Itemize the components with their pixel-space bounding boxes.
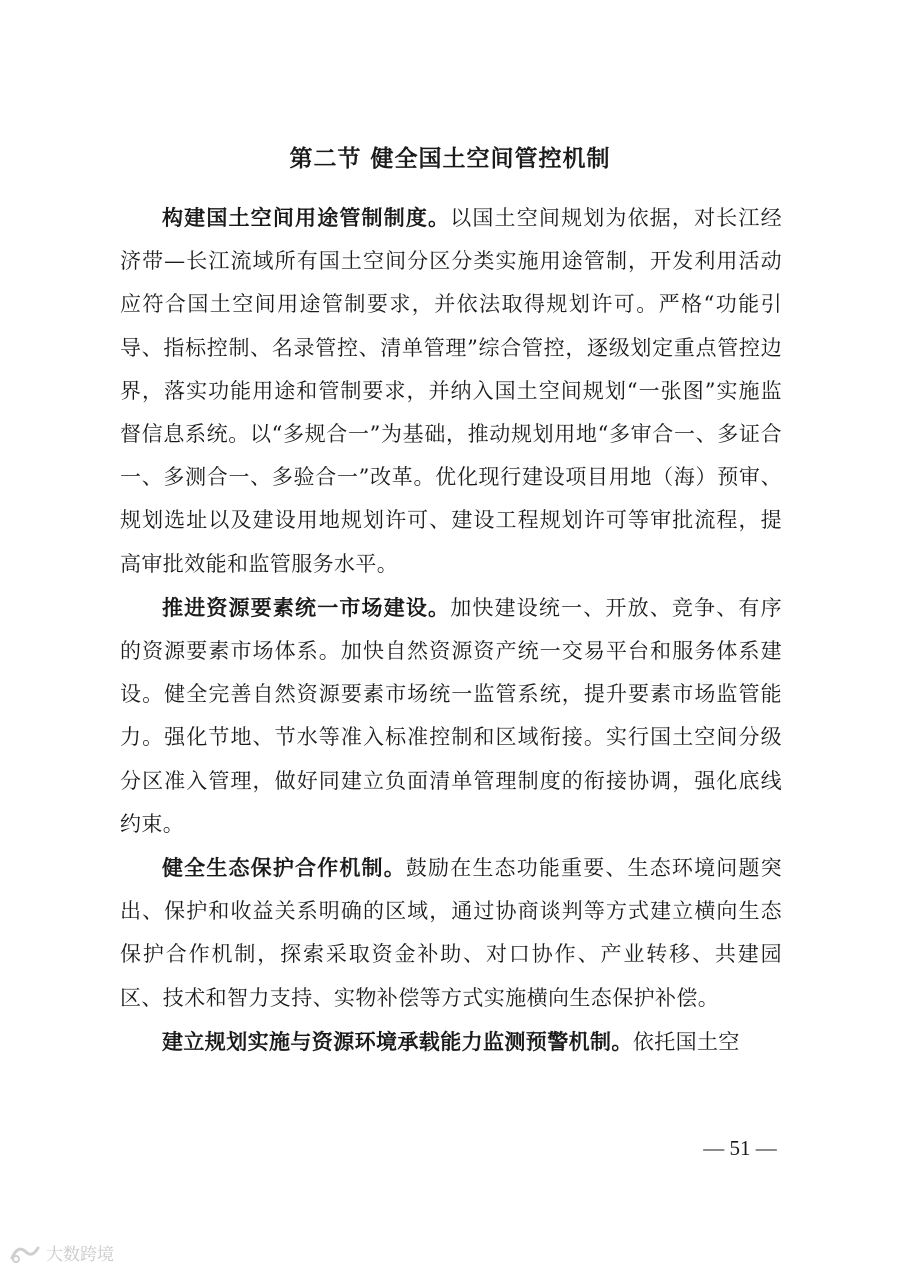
paragraph-4 <box>120 1020 782 1064</box>
paragraph-lead: 构建国土空间用途管制制度。 <box>162 205 451 230</box>
section-title: 第二节 健全国土空间管控机制 <box>289 146 611 172</box>
paragraph-text: 鼓励在生态功能重要、生态环境问题突出、保护和收益关系明确的区域，通过协商谈判等方式建立横向生态保护合作机制，探索采取资金补助、对口协作、产业转移、共建园区、技术和智力支持、实物补偿等方式实施横向生态保护补偿。 <box>120 856 782 1010</box>
watermark-text: 大数跨境 <box>46 1245 114 1265</box>
paragraph-text: 依托国土空 <box>632 1029 740 1054</box>
paragraph-text: 加快建设统一、开放、竞争、有序的资源要素市场体系。加快自然资源资产统一交易平台和服务体系建设。健全完善自然资源要素市场统一监管系统，提升要素市场监管能力。强化节地、节水等准入标准控制和区域衔接。实行国土空间分级分区准入管理，做好同建立负面清单管理制度的衔接协调，强化底线约束。 <box>120 595 783 836</box>
brand-logo-icon <box>8 1242 42 1264</box>
paragraph-lead: 健全生态保护合作机制。 <box>162 855 406 881</box>
paragraph-lead: 推进资源要素统一市场建设。 <box>162 594 451 620</box>
page-number: — 51 — <box>703 1136 777 1160</box>
document-body <box>120 196 782 1064</box>
paragraph-text: 以国土空间规划为依据，对长江经济带—长江流域所有国土空间分区分类实施用途管制，开发利用活动应符合国土空间用途管制要求，并依法取得规划许可。严格“功能引导、指标控制、名录管控、清单管理”综合管控，逐级划定重点管控边界，落实功能用途和管制要求，并纳入国土空间规划“一张图”实施监督信息系统。以“多规合一”为基础，推动规划用地“多审合一、多证合一、多测合一、多验合一”改革。优化现行建设项目用地（海）预审、规划选址以及建设用地规划许可、建设工程规划许可等审批流程，提高审批效能和监管服务水平。 <box>120 206 783 576</box>
paragraph-lead: 建立规划实施与资源环境承载能力监测预警机制。 <box>162 1028 633 1054</box>
paragraph-1 <box>120 196 782 586</box>
paragraph-2 <box>120 586 782 846</box>
watermark <box>8 1240 114 1265</box>
paragraph-3 <box>120 846 782 1020</box>
